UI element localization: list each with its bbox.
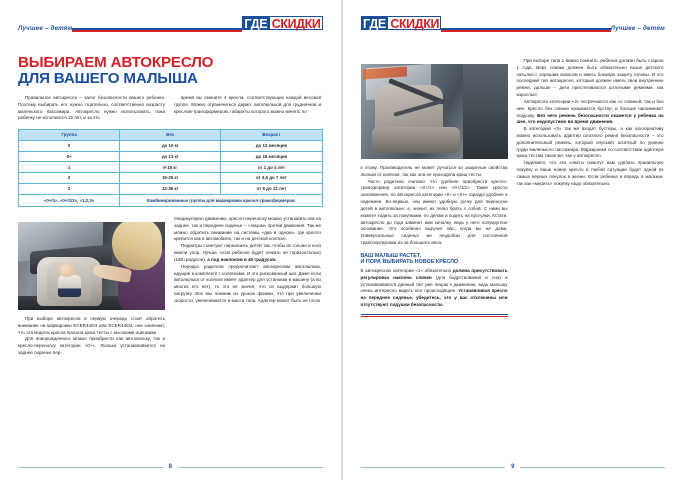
table-row-combined <box>19 194 323 207</box>
right-col2-paragraph-3: В категорию «3» так же входят бустеры, а как альтернативу можно использовать адаптер штатного ремня безопасности – это дополнительный ремень, который опускает штатный по уровню груди маленького пассажира. Маркировка со соответствии адаптера краш-тестам такая же, как у автокресел. <box>516 126 664 159</box>
right-page <box>342 0 683 480</box>
cell-weight: до 13 кг <box>120 151 221 162</box>
kicker-label: Лучшее – детям <box>610 25 665 32</box>
left-col2-p2-text: Педиатры советуют перевозить детей так, чтобы их голова и нога имели упор. Лучше, если ребенок будет лежать не горизонтально (180 градусов), <box>174 243 321 262</box>
footer-rule-left <box>361 467 506 468</box>
baby-body-shape <box>58 275 82 297</box>
cell-group: 0+ <box>19 151 120 162</box>
cell-age: от 3,5 до 7 лет <box>221 173 322 184</box>
cell-group: 1 <box>19 162 120 173</box>
headline-line-1: ВЫБИРАЕМ АВТОКРЕСЛО <box>18 54 214 71</box>
right-page-footer <box>361 464 666 470</box>
cell-group: 0 <box>19 141 120 152</box>
cell-combo-text: Комбинированные группы для маркировки кресел-трансформеров <box>120 194 322 207</box>
cell-weight: 15-25 кг <box>120 173 221 184</box>
cell-age: от 6 до 12 лет <box>221 183 322 194</box>
cell-weight: до 10 кг <box>120 141 221 152</box>
right-col1-paragraph-1: к этому. Производитель не может ручаться за защитные свойства люльки от коляски, так как она не проходила краш-тесты. <box>360 165 508 177</box>
car-seat-in-vehicle-photo <box>361 64 508 159</box>
left-col2-paragraph-2 <box>174 243 321 263</box>
th-group: Группа <box>19 130 120 141</box>
left-body-columns <box>18 216 323 357</box>
right-masthead <box>361 16 666 46</box>
page-number: 9 <box>511 464 515 470</box>
right-col1-paragraph-3 <box>361 268 508 309</box>
table-row <box>19 162 323 173</box>
headline-line-2: ДЛЯ ВАШЕГО МАЛЫША <box>18 69 198 87</box>
left-intro-columns <box>18 95 323 122</box>
masthead-rule-blue <box>441 28 610 30</box>
magazine-logo <box>242 16 323 30</box>
right-col1-paragraph-2: Часто родители считают, что удобнее приобрести кресло-трансформер категории «0+/1» или «0+/1/2». Такие кресло экономичнее, но автокресла категории «0» и «0+» гораздо удобнее и надежнее. Во-первых, они имеют удобную ручку для переноски детей в автолюльке, а, значит, их легко брать с собой. С ними вы можете ходить за покупками, по делам и ходить на прогулки. Кстати, автокресло до года заменит вам качалку, ведь у него полукруглое основание. Это особенно выручит вас, когда вы не дома. Универсальные сиденья же неудобны для постоянной транспортировки из-за большого веса. <box>360 178 508 245</box>
logo-gde: ГДЕ <box>242 16 270 30</box>
right-col2-paragraph-1: При выборе типа 1 важно помнить, ребенок должен быть старше 1 года. Верх спинки должен быть обязательно выше детского затылка с хорошим запасом и иметь боковую защиту головы. И это последний тип автокресел, который должен иметь свои внутренние ремни, дальше – дети пристегиваются штатными ремнями, как взрослые. <box>516 58 664 98</box>
right-col2-paragraph-2 <box>517 99 664 126</box>
right-col2-paragraph-4: Надеемся, что эти советы помогут вам сделать правильную покупку и ваше новое кресло в любой ситуации будет одной из самых верных покупок в жизни. Если ребенка и впредь в магазин, так как «мерить» покупку надо обязательно. <box>516 160 664 186</box>
left-col1-paragraph-1: При выборе автокресла в первую очередь стоит обратить внимание на маркировки ECER44/03 или ECER44/04, они означают, что эта модель кресла прошла краш-тесты с высокими оценками. <box>18 316 165 335</box>
right-col2-p2-a: Автокресла категории «2» встречаются как со спинкой, так и без нее. Кресло без спинки называется бустер, и больше напоминает подушку. <box>516 98 664 118</box>
cell-age: от 1 до 4 лет <box>221 162 322 173</box>
kicker-label: Лучшее – детям <box>18 25 73 32</box>
cell-group: 2 <box>19 173 120 184</box>
cell-weight: 9-18 кг <box>120 162 221 173</box>
cell-age: до 18 месяцев <box>221 151 322 162</box>
th-age: Возраст <box>221 130 322 141</box>
th-weight: Вес <box>120 130 221 141</box>
car-seat-base-shape <box>372 127 460 154</box>
left-page-footer <box>18 464 323 470</box>
masthead-rule <box>441 16 610 32</box>
left-body-column-1 <box>18 216 165 357</box>
left-masthead <box>18 16 323 46</box>
masthead-rule-red <box>441 30 610 32</box>
masthead-rule <box>72 16 241 32</box>
masthead-rule-blue <box>72 28 241 30</box>
cell-age: до 12 месяцев <box>221 141 322 152</box>
magazine-logo <box>361 16 442 30</box>
left-column-1 <box>18 95 165 122</box>
baby-head-shape <box>59 263 75 276</box>
cell-combo-label: «0+/1», «0+/1/2», «1,2,3» <box>19 194 120 207</box>
left-col2-p2-emphasis: а под наклоном в 45 градусов. <box>207 256 277 262</box>
page-number: 8 <box>168 464 172 470</box>
cell-weight: 22-36 кг <box>120 183 221 194</box>
right-column-1 <box>361 58 508 317</box>
section-subhead <box>361 253 508 266</box>
table-row <box>19 173 323 184</box>
table-row <box>19 151 323 162</box>
section-divider-red <box>361 316 508 317</box>
mother-hair-shape <box>112 222 162 270</box>
subhead-line-2: И ПОРА ВЫБИРАТЬ НОВОЕ КРЕСЛО <box>360 259 459 266</box>
table-row <box>19 141 323 152</box>
masthead-rule-red <box>72 30 241 32</box>
left-column-2 <box>174 95 321 122</box>
right-column-2 <box>517 58 664 317</box>
footer-rule-left <box>18 467 163 468</box>
table-row <box>19 183 323 194</box>
intro-paragraph-col1: Правильное автокресло – залог безопасности вашего ребенка. Поэтому выбирать его нужно тщательно, соответственно возрасту маленького пассажира. Автокресло нужно использовать, пока ребенку не исполнится 12 лет, и за это <box>18 95 165 121</box>
page-title <box>18 55 323 86</box>
left-col2-paragraph-3: Нередко родители предпочитают автокреслам автолюльки, идущие в комплекте с колясками. И это рискованный шаг. Даже если автолюлька от коляски имеет адаптер для установки в машину (а во многих его нет), то это не значит, что он выдержит большую нагрузку. Все мы помним из уроков физики, что при увеличении скорости, увеличивается и масса тела. Адаптер может быть не готов <box>174 263 321 303</box>
logo-gde: ГДЕ <box>361 16 389 30</box>
baby-in-car-seat-photo <box>18 222 165 310</box>
right-col1-p3-c: (для бодрствования и сна) и устанавливается данный тип уже лицом к движению, ведь малышу очень интересно видеть все происходящее. <box>360 274 508 294</box>
weight-group-table <box>18 129 323 207</box>
footer-rule-right <box>520 467 665 468</box>
footer-rule-right <box>178 467 323 468</box>
left-col2-paragraph-1: пендикулярно движению, кресло-переноску можно установить как на заднее, так и переднее сиденье – «лицом» против движения. Так же можно обратить внимание на системы «два в одном», где кресло крепится как в автомобиле, так и на детской коляске. <box>174 216 321 242</box>
right-col2-p2-emphasis: Без него ремень безопасности окажется у ребенка на шее, что недопустимо во время движения. <box>516 112 664 125</box>
left-col1-paragraph-2: Для новорожденного можно приобрести как автолюльку, так и кресло-переноску категории «0+». Люлька устанавливается на заднее сиденье пер- <box>18 336 165 356</box>
subhead-line-1: ВАШ МАЛЫШ РАСТЕТ, <box>360 252 422 259</box>
logo-skidki: СКИДКИ <box>271 17 321 31</box>
cell-group: 3 <box>19 183 120 194</box>
right-col1-p3-a: В автокреслах категории «1» обязательно <box>360 267 453 273</box>
left-body-column-2 <box>174 216 321 357</box>
table-header-row <box>19 130 323 141</box>
intro-paragraph-col2: время вы смените 4 кресла, соответствующих каждой весовой группе. Можно ограничиться двумя: автолюлькой для грудничков и креслом-трансформером, габариты которого можно менять по <box>174 95 321 114</box>
right-col1-p3-emphasis-2: Устанавливая кресло на переднее сиденье, убедитесь, что у вас отключены или отсутствуют подушки безопасности. <box>360 288 508 307</box>
right-col1-p3-emphasis-1: должна присутствовать регулировка наклона спинки <box>360 267 508 280</box>
right-body-columns <box>361 58 666 317</box>
logo-skidki: СКИДКИ <box>390 17 440 31</box>
car-door-shape <box>463 64 507 159</box>
